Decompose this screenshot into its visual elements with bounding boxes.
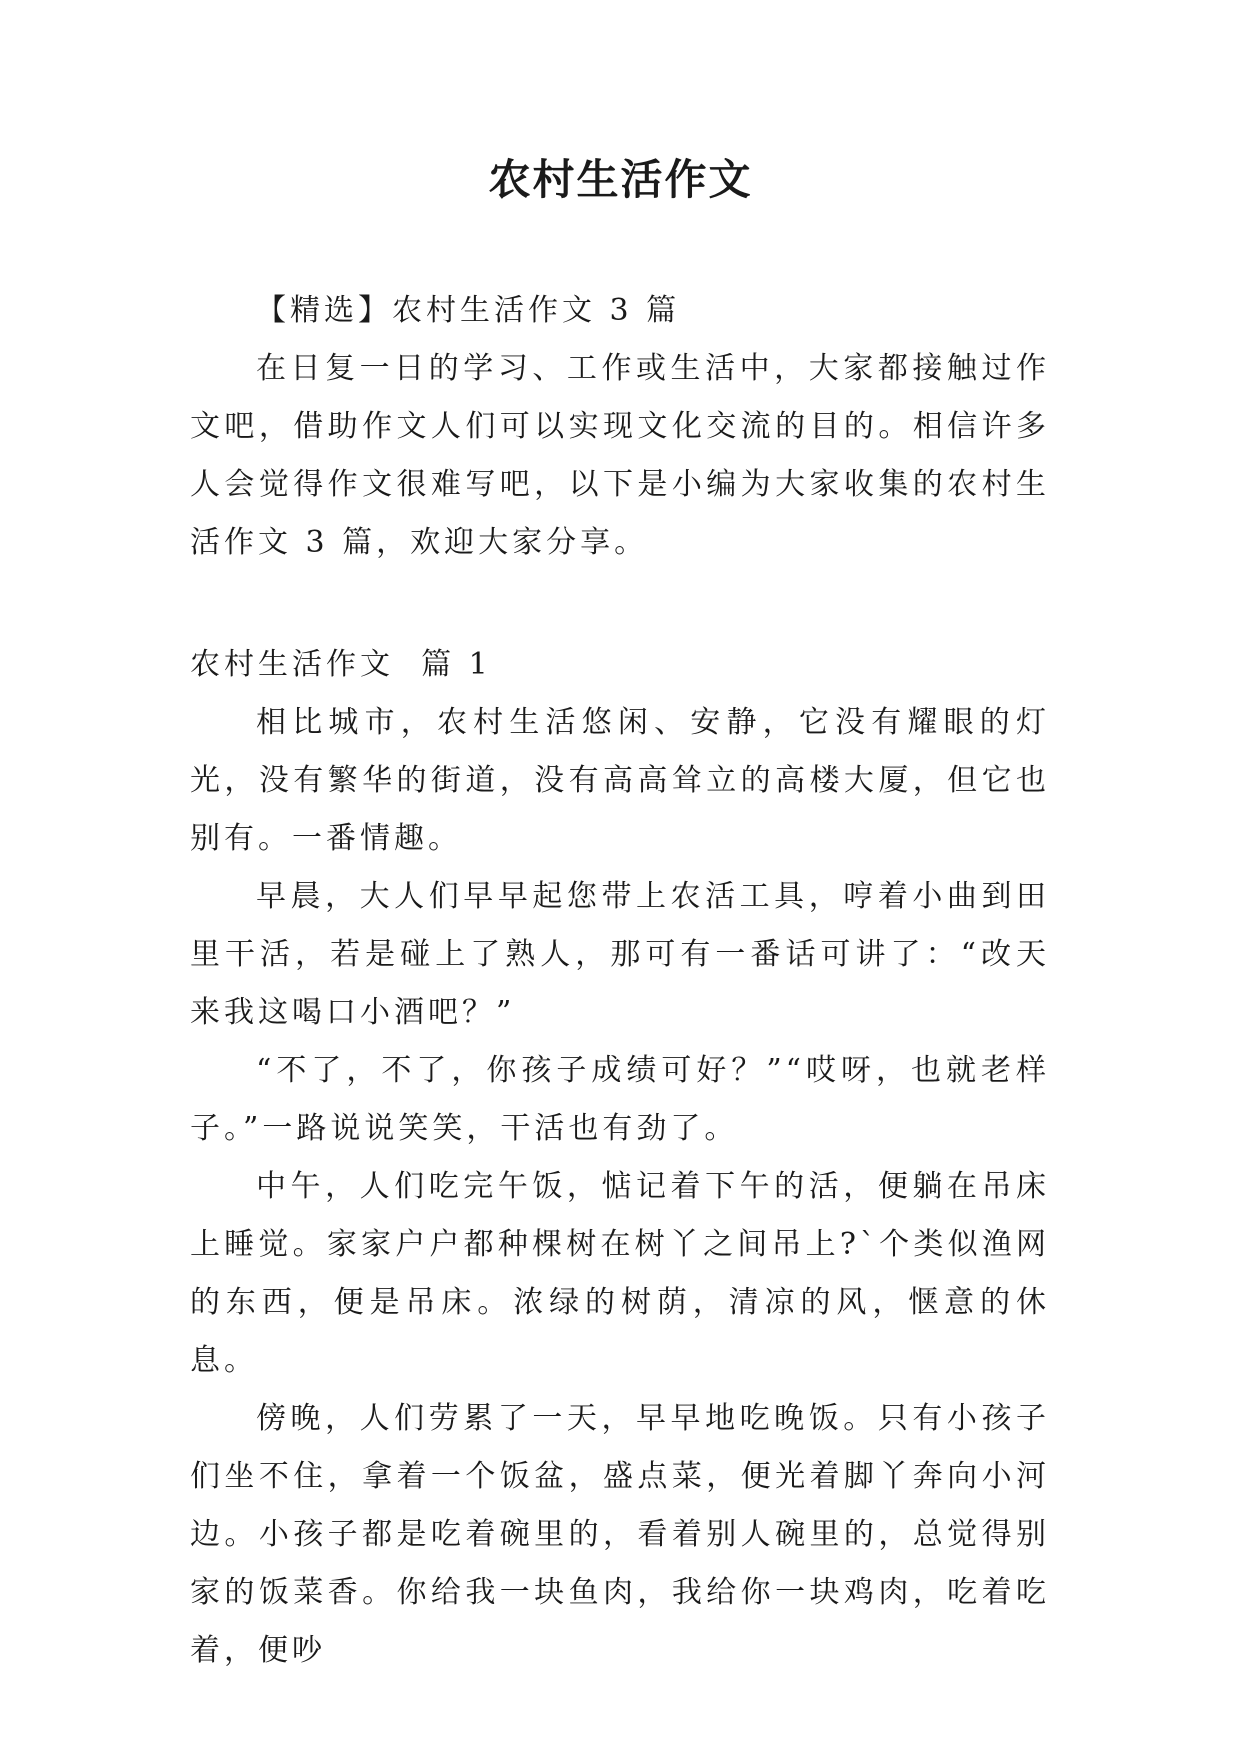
paragraph-2: 早晨，大人们早早起您带上农活工具，哼着小曲到田里干活，若是碰上了熟人，那可有一番话可讲了：“改天来我这喝口小酒吧？” [190, 879, 1050, 1030]
paragraph-5: 傍晚，人们劳累了一天，早早地吃晚饭。只有小孩子们坐不住，拿着一个饭盆，盛点菜，便光着脚丫奔向小河边。小孩子都是吃着碗里的，看着别人碗里的，总觉得别家的饭菜香。你给我一块鱼肉，我给你一块鸡肉，吃着吃着，便吵 [190, 1401, 1050, 1668]
paragraph-1: 相比城市，农村生活悠闲、安静，它没有耀眼的灯光，没有繁华的街道，没有高高耸立的高楼大厦，但它也别有。一番情趣。 [190, 705, 1050, 856]
subtitle: 【精选】农村生活作文 3 篇 [256, 293, 681, 328]
article-block [190, 636, 1050, 1680]
intro-paragraph: 在日复一日的学习、工作或生活中，大家都接触过作文吧，借助作文人们可以实现文化交流的目的。相信许多人会觉得作文很难写吧，以下是小编为大家收集的农村生活作文 3 篇，欢迎大家分享。 [190, 351, 1050, 560]
section-heading: 农村生活作文 篇 1 [190, 647, 492, 682]
document-title: 农村生活作文 [488, 155, 753, 204]
intro-block [190, 282, 1050, 572]
paragraph-4: 中午，人们吃完午饭，惦记着下午的活，便躺在吊床上睡觉。家家户户都种棵树在树丫之间吊上?`个类似渔网的东西，便是吊床。浓绿的树荫，清凉的风，惬意的休息。 [190, 1169, 1050, 1378]
paragraph-3: “不了，不了，你孩子成绩可好？”“哎呀，也就老样子。”一路说说笑笑，干活也有劲了。 [190, 1053, 1050, 1146]
